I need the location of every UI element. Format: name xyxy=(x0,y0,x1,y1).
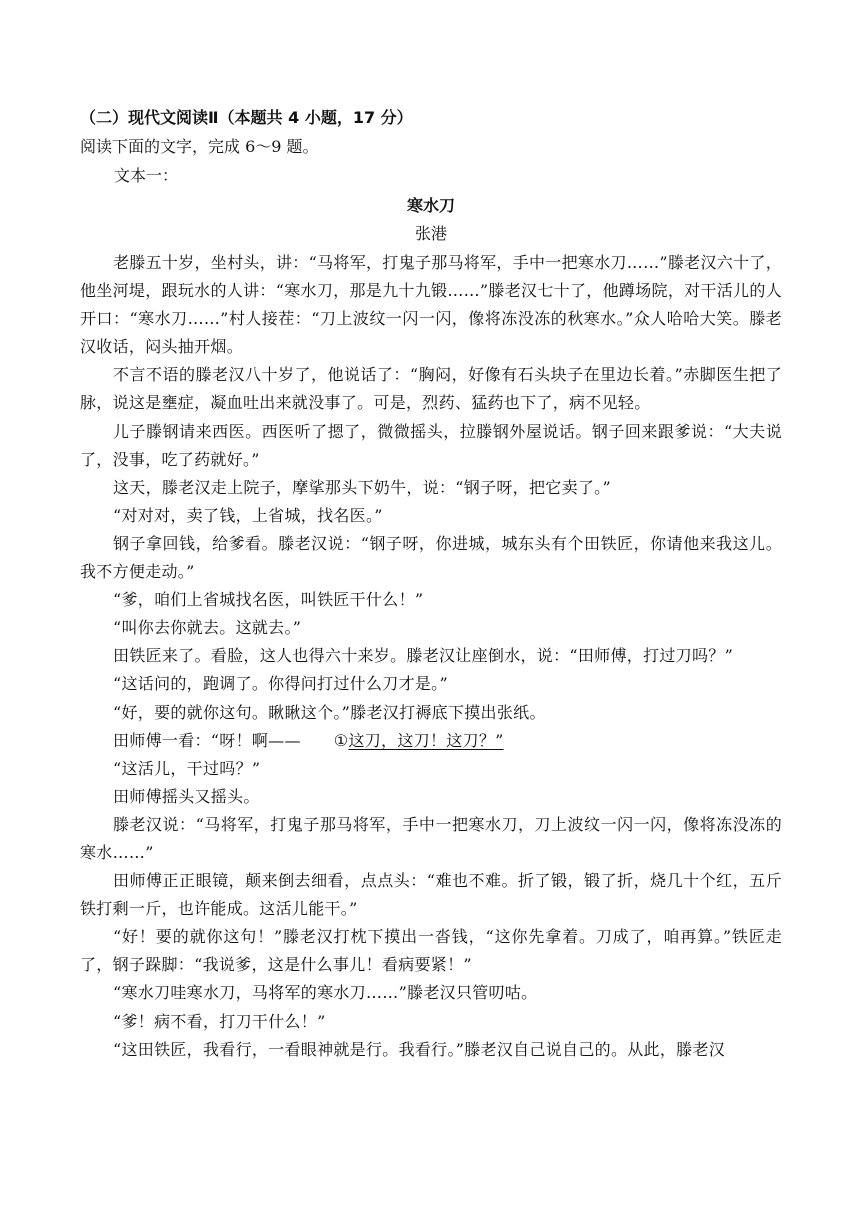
story-author: 张港 xyxy=(414,224,447,243)
text-one-label: 文本一： xyxy=(114,166,179,185)
paragraph: 不言不语的滕老汉八十岁了，他说话了：“胸闷，好像有石头块子在里边长着。”赤脚医生把了脉，说这是壅症，凝血吐出来就没事了。可是，烈药、猛药也下了，病不见轻。 xyxy=(80,365,782,413)
paragraph: “这田铁匠，我看行，一看眼神就是行。我看行。”滕老汉自己说自己的。从此，滕老汉 xyxy=(113,1039,726,1059)
paragraph: “这活儿，干过吗？” xyxy=(113,758,261,778)
paragraph: 儿子滕钢请来西医。西医听了摁了，微微摇头，拉滕钢外屋说话。钢子回来跟爹说：“大夫说了，没事，吃了药就好。” xyxy=(80,421,782,469)
document-page xyxy=(80,104,782,1064)
story-body xyxy=(80,249,782,1064)
paragraph: “好，要的就你这句。瞅瞅这个。”滕老汉打褥底下摸出张纸。 xyxy=(113,702,546,722)
paragraph: “爹，咱们上省城找名医，叫铁匠干什么！” xyxy=(113,590,424,610)
paragraph: 田师傅正正眼镜，颠来倒去细看，点点头：“难也不难。折了锻，锻了折，烧几十个红，五斤铁打剩一斤，也许能成。这活儿能干。” xyxy=(80,871,782,919)
paragraph-text: 田师傅一看：“呀！啊—— xyxy=(113,730,301,750)
paragraph: 田铁匠来了。看脸，这人也得六十来岁。滕老汉让座倒水，说：“田师傅，打过刀吗？” xyxy=(113,646,734,666)
paragraph: “这话问的，跑调了。你得问打过什么刀才是。” xyxy=(113,674,448,694)
annotation-marker: ① xyxy=(333,730,349,750)
reading-instruction: 阅读下面的文字，完成 6～9 题。 xyxy=(80,137,319,156)
paragraph-text: ” xyxy=(495,730,504,750)
paragraph: “叫你去你就去。这就去。” xyxy=(113,618,302,638)
paragraph: “对对对，卖了钱，上省城，找名医。” xyxy=(113,505,383,525)
paragraph: 田师傅摇头又摇头。 xyxy=(113,786,260,806)
paragraph-with-marked-sentence xyxy=(80,727,782,755)
section-heading: （二）现代文阅读Ⅱ（本题共 4 小题，17 分） xyxy=(80,108,413,127)
story-title: 寒水刀 xyxy=(406,196,455,215)
paragraph: “寒水刀哇寒水刀，马将军的寒水刀……”滕老汉只管叨咕。 xyxy=(113,983,538,1003)
paragraph: 滕老汉说：“马将军，打鬼子那马将军，手中一把寒水刀，刀上波纹一闪一闪，像将冻没冻的寒水……” xyxy=(80,814,782,862)
underlined-sentence: 这刀，这刀！这刀？ xyxy=(348,730,496,750)
paragraph: “爹！病不看，打刀干什么！” xyxy=(113,1011,326,1031)
paragraph: 老滕五十岁，坐村头，讲：“马将军，打鬼子那马将军，手中一把寒水刀……”滕老汉六十了，他坐河堤，跟玩水的人讲：“寒水刀，那是九十九锻……”滕老汉七十了，他蹲场院，对干活儿的人开口：“寒水刀……”村人接茬：“刀上波纹一闪一闪，像将冻没冻的秋寒水。”众人哈哈大笑。滕老汉收话，闷头抽开烟。 xyxy=(80,253,782,357)
paragraph: 这天，滕老汉走上院子，摩挲那头下奶牛，说：“钢子呀，把它卖了。” xyxy=(113,477,611,497)
paragraph: “好！要的就你这句！”滕老汉打枕下摸出一沓钱，“这你先拿着。刀成了，咱再算。”铁匠走了，钢子跺脚：“我说爹，这是什么事儿！看病要紧！” xyxy=(80,927,782,975)
paragraph: 钢子拿回钱，给爹看。滕老汉说：“钢子呀，你进城，城东头有个田铁匠，你请他来我这儿。我不方便走动。” xyxy=(80,533,782,582)
